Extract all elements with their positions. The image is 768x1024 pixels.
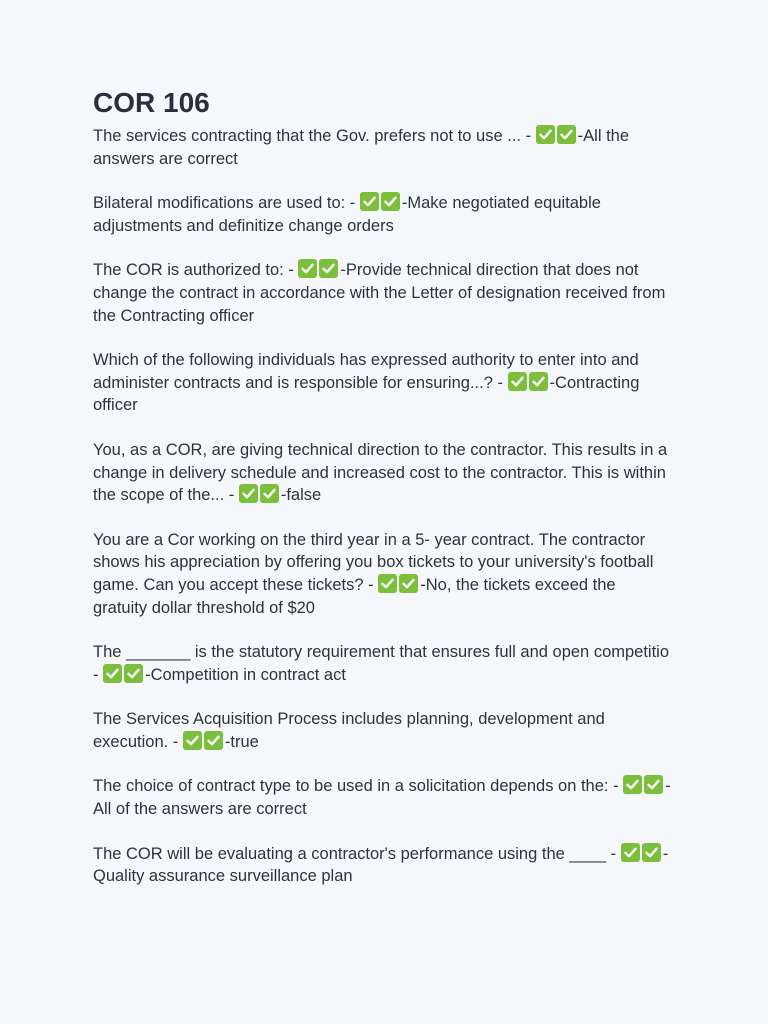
answer-text: -Provide technical direction that does not change the contract in accordance with the Letter of designation received from the Contracting officer	[93, 261, 666, 325]
qa-item	[93, 125, 672, 170]
check-mark-icon	[124, 664, 143, 683]
check-mark-icon	[623, 775, 642, 794]
question-text: The services contracting that the Gov. prefers not to use ... -	[93, 127, 536, 145]
qa-item	[93, 349, 672, 417]
qa-item	[93, 529, 672, 619]
check-mark-icon	[536, 125, 555, 144]
check-mark-icon	[399, 574, 418, 593]
question-text: The choice of contract type to be used in a solicitation depends on the: -	[93, 777, 624, 796]
qa-item	[93, 192, 672, 237]
answer-text: -All the answers are correct	[93, 127, 630, 168]
check-mark-icon	[508, 372, 527, 391]
check-mark-icon	[644, 775, 663, 794]
check-mark-icon	[319, 259, 338, 278]
question-text: The _______ is the statutory requirement that ensures full and open competitio -	[93, 643, 670, 684]
qa-list	[93, 125, 672, 888]
answer-text: -No, the tickets exceed the gratuity dollar threshold of $20	[93, 575, 616, 617]
answer-text: -false	[280, 486, 322, 505]
question-text: You, as a COR, are giving technical direction to the contractor. This results in a change in delivery schedule and increased cost to the contractor. This is within the scope of the... -	[93, 440, 668, 505]
qa-item	[93, 708, 672, 753]
answer-text: -Make negotiated equitable adjustments and definitize change orders	[93, 194, 601, 235]
question-text: Bilateral modifications are used to: -	[93, 194, 360, 213]
check-mark-icon	[298, 259, 317, 278]
qa-item	[93, 641, 672, 686]
answer-text: -Quality assurance surveillance plan	[93, 844, 669, 886]
qa-item	[93, 439, 672, 507]
check-mark-icon	[204, 731, 223, 750]
qa-item	[93, 775, 672, 820]
check-mark-icon	[529, 372, 548, 391]
check-mark-icon	[239, 484, 258, 503]
answer-text: -Competition in contract act	[145, 665, 346, 684]
qa-item	[93, 843, 672, 888]
check-mark-icon	[183, 731, 202, 750]
qa-item	[93, 259, 672, 327]
question-text: The COR is authorized to: -	[93, 261, 299, 280]
question-text: Which of the following individuals has expressed authority to enter into and administer contracts and is responsible for ensuring...? -	[93, 351, 639, 392]
check-mark-icon	[360, 192, 379, 211]
check-mark-icon	[378, 574, 397, 593]
question-text: The COR will be evaluating a contractor's performance using the ____ -	[93, 844, 621, 863]
answer-text: -All of the answers are correct	[93, 777, 671, 819]
question-text: You are a Cor working on the third year in a 5- year contract. The contractor shows his appreciation by offering you box tickets to your university's football game. Can you accept these tickets? -	[93, 530, 654, 594]
check-mark-icon	[103, 664, 122, 683]
check-mark-icon	[557, 125, 576, 144]
check-mark-icon	[621, 843, 640, 862]
answer-text: -true	[224, 732, 259, 751]
check-mark-icon	[381, 192, 400, 211]
check-mark-icon	[642, 843, 661, 862]
question-text: The Services Acquisition Process includes planning, development and execution. -	[93, 710, 605, 751]
answer-text: -Contracting officer	[93, 373, 640, 415]
page-title: COR 106	[93, 87, 210, 118]
check-mark-icon	[260, 484, 279, 503]
